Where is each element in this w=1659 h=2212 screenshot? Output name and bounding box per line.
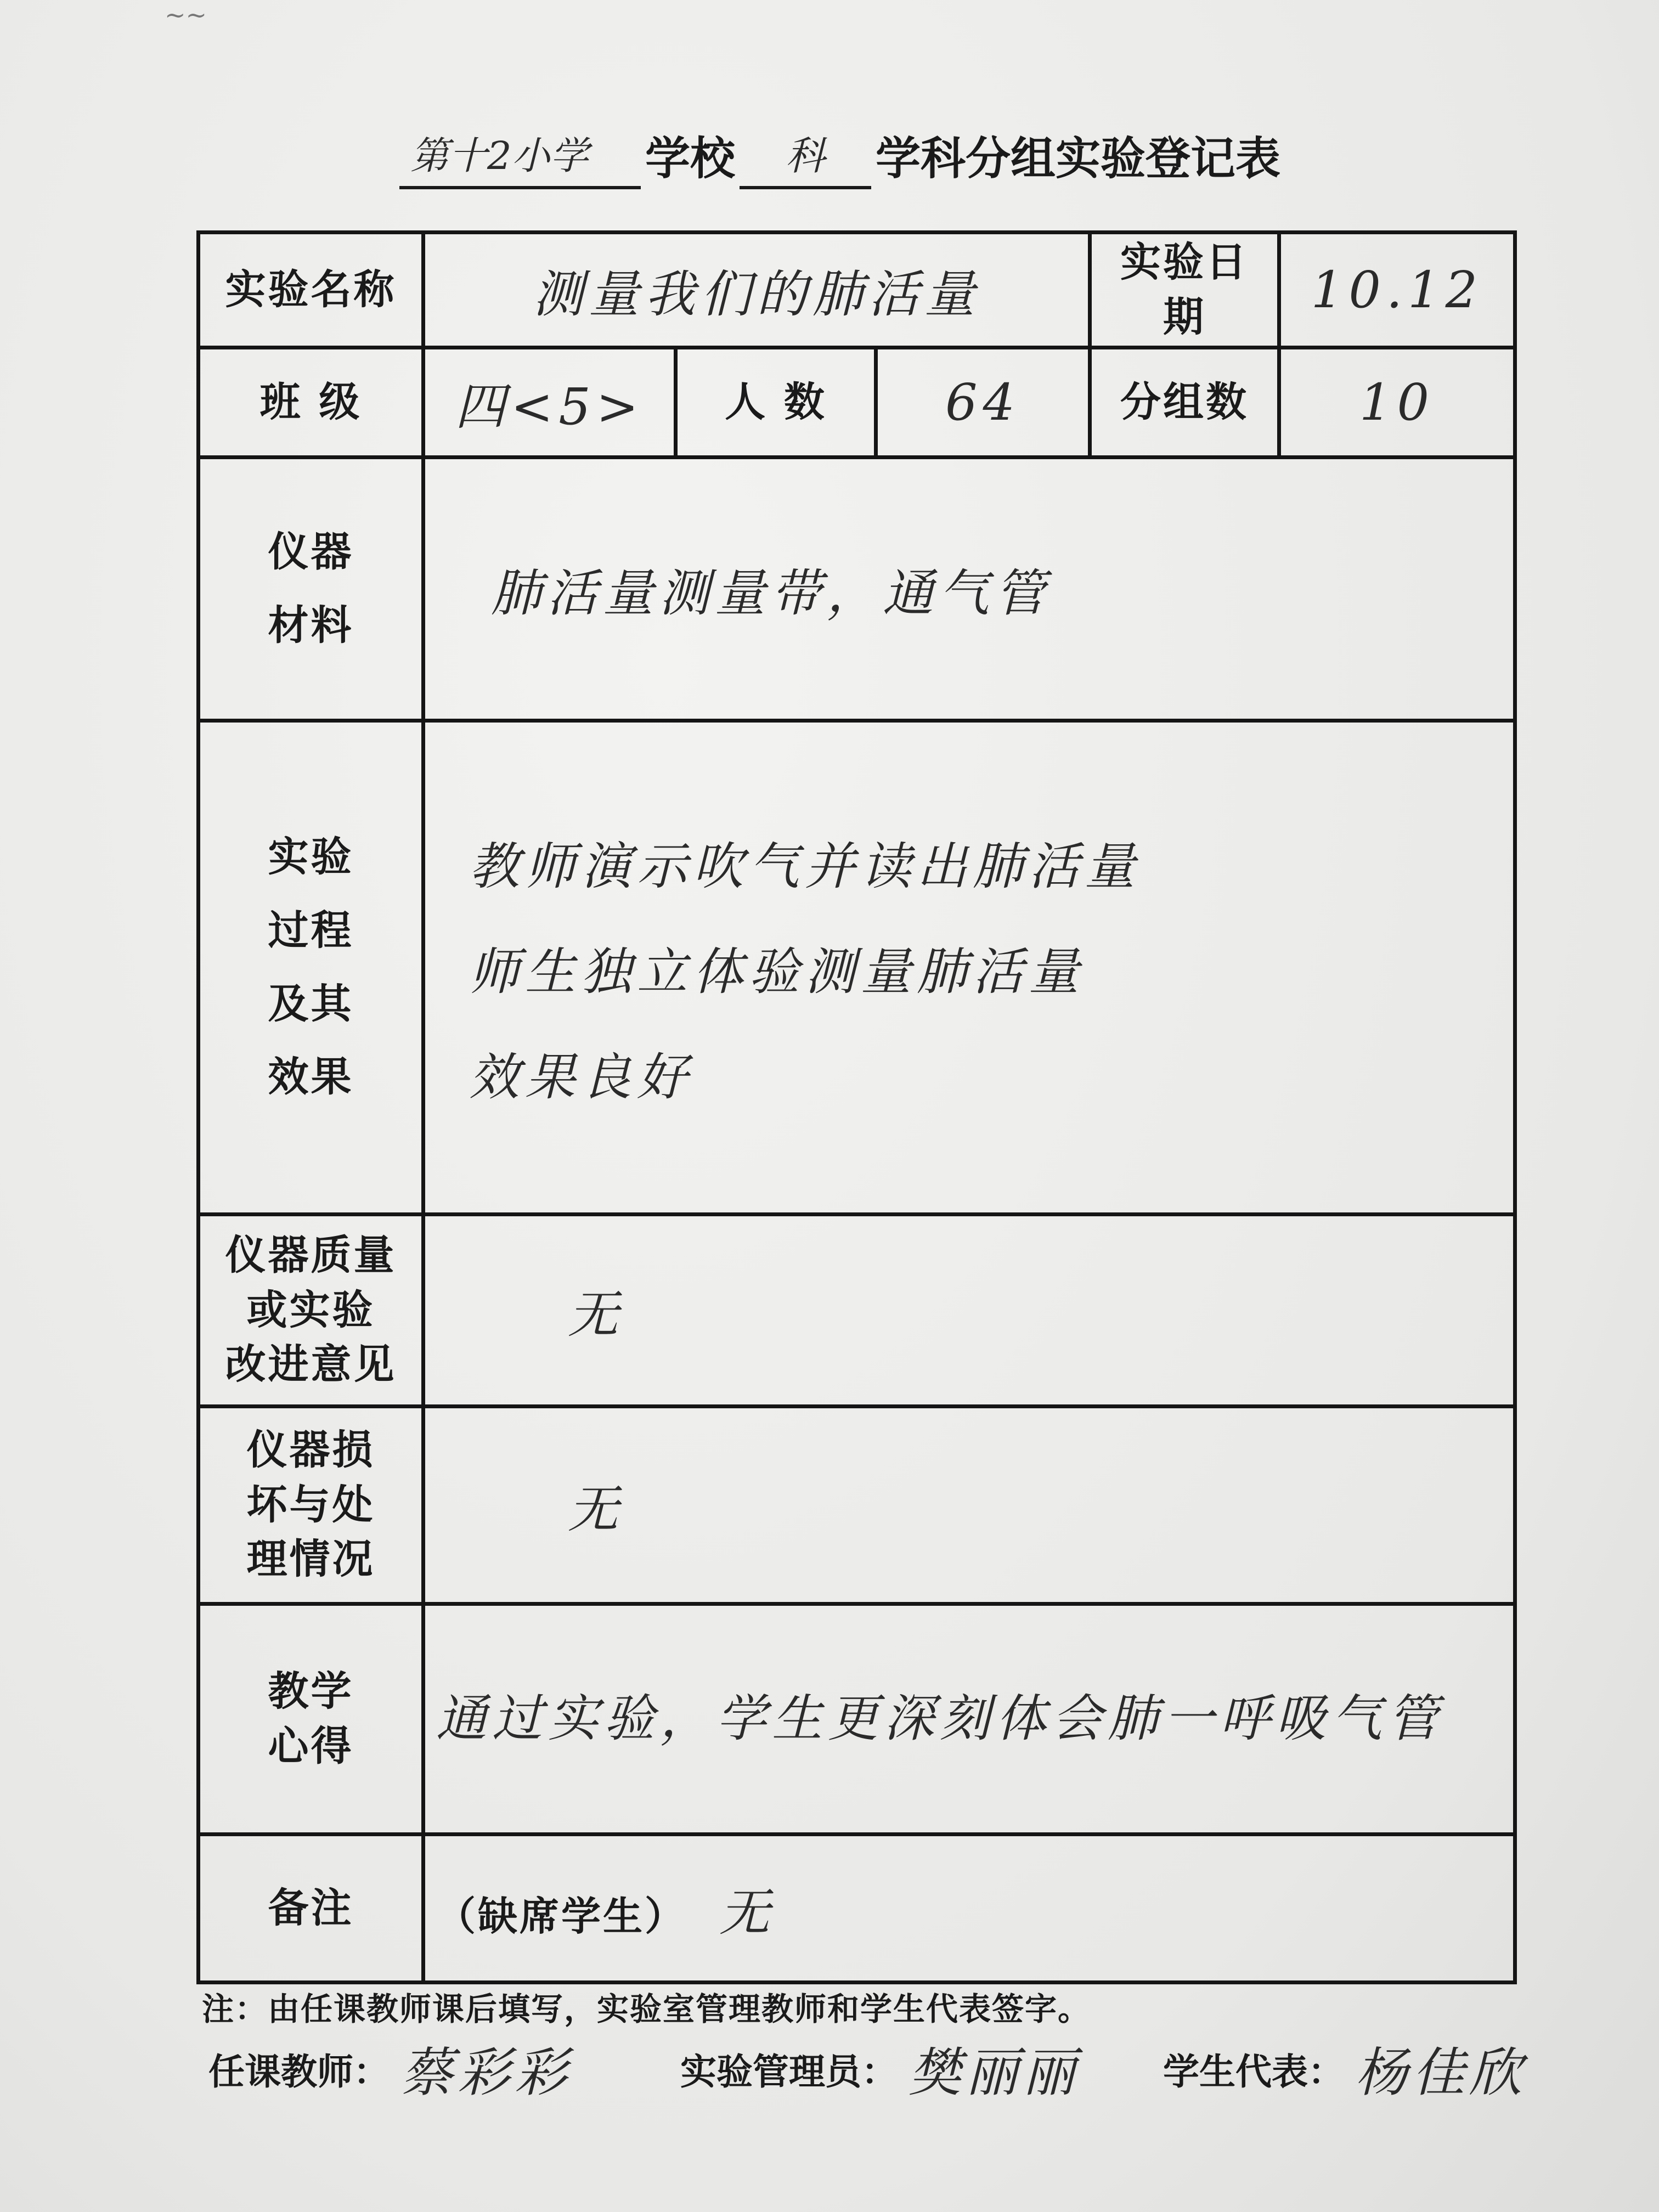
- date-label: 实验日期: [1090, 233, 1279, 348]
- student-rep-signature: 杨佳欣: [1355, 2041, 1526, 2103]
- reflection-value: 通过实验，学生更深刻体会肺一呼吸气管: [424, 1604, 1515, 1835]
- damage-value-text: 无: [568, 1480, 624, 1539]
- damage-label-line: 理情况: [246, 1536, 375, 1583]
- quality-label-line: 改进意见: [225, 1341, 397, 1389]
- teacher-signature-group: [208, 2031, 680, 2106]
- row-name-date: [199, 233, 1515, 348]
- remarks-label: 备注: [199, 1835, 424, 1983]
- damage-label-line: 仪器损: [246, 1426, 375, 1474]
- row-process: [199, 721, 1515, 1215]
- class-value: 四<5>: [424, 348, 676, 458]
- process-label-line: 及其: [268, 980, 354, 1028]
- process-line: 师生独立体验测量肺活量: [469, 942, 1085, 1001]
- process-line: 效果良好: [469, 1047, 693, 1107]
- experiment-name-value: 测量我们的肺活量: [424, 233, 1090, 348]
- absent-students-prefix: （缺席学生）: [436, 1893, 687, 1939]
- process-line: 教师演示吹气并读出肺活量: [469, 837, 1141, 896]
- process-label-line: 效果: [268, 1053, 354, 1101]
- corner-mark: ~~: [165, 0, 207, 30]
- row-reflection: [199, 1604, 1515, 1835]
- quality-value: [424, 1215, 1515, 1407]
- row-remarks: [199, 1835, 1515, 1983]
- signature-row: [208, 2030, 1536, 2107]
- groups-label: 分组数: [1090, 348, 1279, 458]
- equipment-label-line-1: 仪器: [268, 528, 354, 575]
- school-label: 学校: [645, 133, 736, 185]
- quality-value-text: 无: [568, 1285, 624, 1344]
- damage-label: [199, 1407, 424, 1604]
- class-label: 班 级: [199, 348, 424, 458]
- teacher-signature: 蔡彩彩: [400, 2041, 572, 2103]
- student-rep-label: 学生代表：: [1163, 2050, 1344, 2093]
- reflection-label: [199, 1604, 424, 1835]
- headcount-label: 人 数: [676, 348, 876, 458]
- quality-label-line: 仪器质量: [225, 1231, 397, 1279]
- title-suffix: 学科分组实验登记表: [876, 133, 1281, 185]
- row-equipment: [199, 458, 1515, 721]
- instruction-note: 注：由任课教师课后填写，实验室管理教师和学生代表签字。: [202, 1990, 1091, 2028]
- form-title: [395, 118, 1383, 189]
- student-rep-signature-group: [1163, 2031, 1526, 2106]
- reflection-label-line: 教学: [268, 1667, 354, 1715]
- process-label-line: 实验: [268, 833, 354, 881]
- process-value: [424, 721, 1515, 1215]
- registration-table: [196, 230, 1517, 1984]
- quality-label-line: 或实验: [246, 1286, 375, 1334]
- subject-handwritten: 科: [740, 126, 871, 189]
- experiment-name-label: 实验名称: [199, 233, 424, 348]
- row-quality: [199, 1215, 1515, 1407]
- row-class-count: [199, 348, 1515, 458]
- teacher-label: 任课教师：: [208, 2050, 390, 2093]
- lab-admin-label: 实验管理员：: [680, 2050, 898, 2093]
- equipment-label-line-2: 材料: [268, 601, 354, 649]
- reflection-label-line: 心得: [268, 1722, 354, 1770]
- groups-value: 10: [1279, 348, 1515, 458]
- equipment-label: [199, 458, 424, 721]
- damage-value: [424, 1407, 1515, 1604]
- row-damage: [199, 1407, 1515, 1604]
- remarks-value-text: 无: [719, 1883, 776, 1942]
- process-label: [199, 721, 424, 1215]
- lab-admin-signature: 樊丽丽: [909, 2041, 1080, 2103]
- school-name-handwritten: 第十2小学: [399, 126, 641, 189]
- remarks-value: [424, 1835, 1515, 1983]
- lab-admin-signature-group: [680, 2031, 1163, 2106]
- date-value: 10.12: [1279, 233, 1515, 348]
- damage-label-line: 坏与处: [246, 1481, 375, 1528]
- process-label-line: 过程: [268, 906, 354, 954]
- equipment-value: 肺活量测量带，通气管: [424, 458, 1515, 721]
- headcount-value: 64: [876, 348, 1090, 458]
- quality-label: [199, 1215, 424, 1407]
